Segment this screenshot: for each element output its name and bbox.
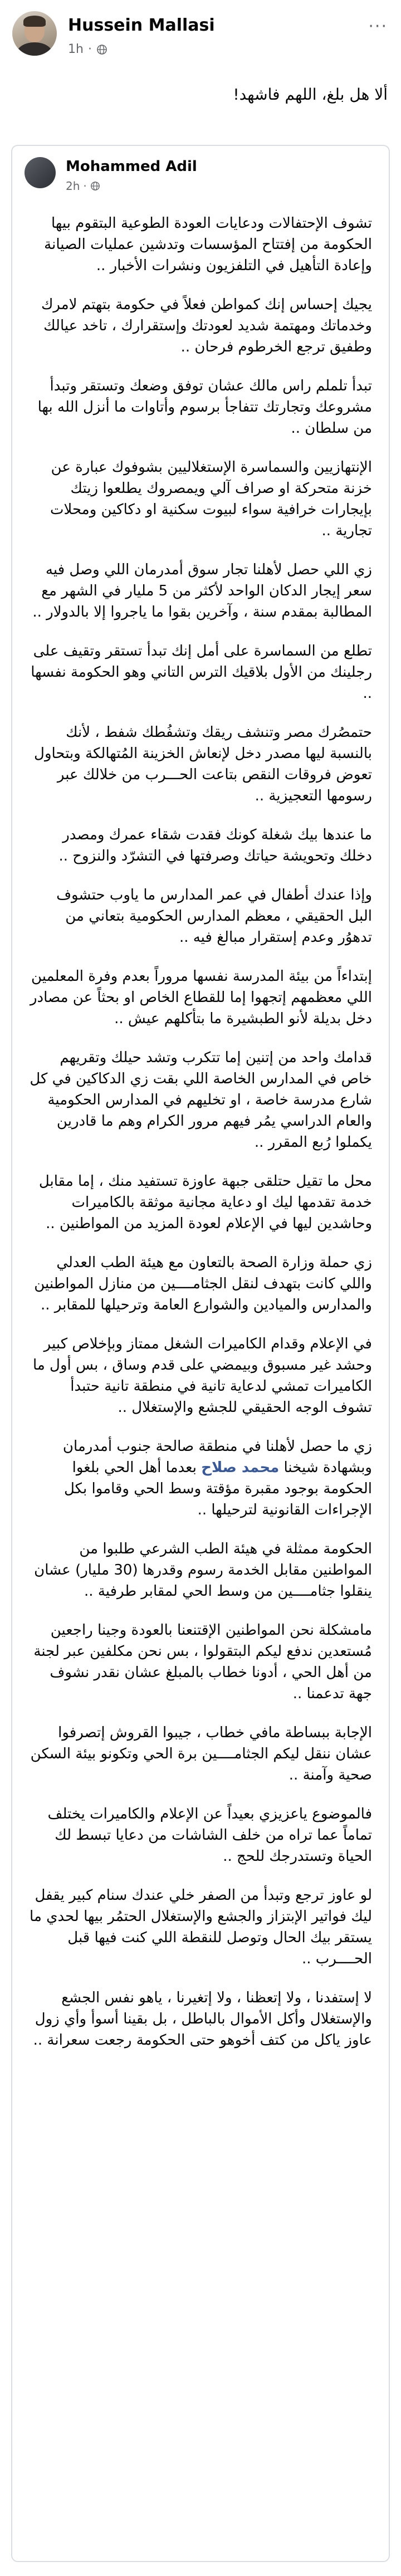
shared-author-avatar[interactable] — [25, 157, 56, 188]
paragraph: وإذا عندك أطفال في عمر المدارس ما ياوب حتشوف البل الحقيقي ، معظم المدارس الحكومية بتعاني من تدهوُر وعدم إستقرار مبالغ فيه .. — [56, 887, 372, 946]
shared-meta-dot: · — [83, 179, 87, 193]
paragraph: حتمصُرك مصر وتنشف ريقك وتشفُطك شفط ، لأنك بالنسبة ليها مصدر دخل لإنعاش الخزينة المُتهالكة وبتحاول تعوض فروقات النقص بتاعت الحـــرب من خلالك عبر رسومها التعجيزية .. — [34, 724, 372, 804]
paragraph-text: زي ما حصل لأهلنا في منطقة صالحة جنوب أمدرمان وبشهادة شيخنا — [62, 1438, 372, 1476]
shared-post-card[interactable] — [11, 145, 390, 2562]
paragraph: تطلع من السماسرة على أمل إنك تبدأ تستقر وتقيف على رجلينك من الأول بلاقيك الترس التاني وهو الحكومة نفسها .. — [31, 643, 372, 702]
mention-link[interactable]: محمد صلاح — [201, 1459, 280, 1476]
paragraph-text: بعدما أهل الحي بلغوا الحكومة بوجود مقبرة مؤقتة وسط الحي وقاموا بكل الإجراءات القانونية لترحيلها .. — [63, 1459, 372, 1518]
shared-post-body — [29, 213, 372, 2069]
paragraph: محل ما تقيل حتلقى جبهة عاوزة تستفيد منك ، إما مقابل خدمة تقدمها ليك او دعاية مجانية موثقة بالكاميرات وحاشدين ليها في الإعلام لعودة المزيد من المواطنين .. — [38, 1173, 372, 1232]
paragraph: الإنتهازيين والسماسرة الإستغلاليين بشوفوك عبارة عن خزنة متحركة او صراف آلي ويمصروك يطلعوا زيتك بإيجارات خرافية سواء لبيوت سكنية او دكاكين ومحلات تجارية .. — [50, 459, 372, 539]
shared-author-name[interactable]: Mohammed Adil — [66, 158, 197, 175]
shared-post-meta — [66, 179, 100, 193]
post-text: ألا هل بلغ، اللهم فاشهد! — [233, 85, 388, 104]
paragraph-with-mention — [29, 1436, 372, 1521]
paragraph: يجيك إحساس إنك كمواطن فعلاً في حكومة بتهتم لامرك وخدماتك ومهتمة شديد لعودتك وإستقرارك ، تاخد عيالك وطفيق ترجع الخرطوم فرحان .. — [41, 296, 372, 355]
post-meta — [68, 42, 107, 56]
paragraph: فالموضوع ياعزيزي بعيداً عن الإعلام والكاميرات يختلف تماماً عما تراه من خلف الشاشات من دعايا تبسط لك الحياة وتستدرجك للحج .. — [47, 1806, 372, 1865]
paragraph: قدامك واحد من إتنين إما تتكرب وتشد حيلك وتقريهم خاص في المدارس الخاصة اللي بقت زي الدكاكين في كل شارع مدرسة خاصة ، او تخليهم في المدارس الحكومية والعام الدراسي يمُر فيهم مرور الكرام وهم ما قادرين يكملوا رُبع المقرر .. — [30, 1049, 372, 1151]
post-header — [0, 0, 401, 72]
globe-icon — [90, 181, 100, 191]
paragraph: ما عندها بيك شغلة كونك فقدت شقاء عمرك ومصدر دخلك وتحويشة حياتك وصرفتها في التشرّد والنزوح .. — [58, 827, 372, 864]
paragraph: إبتداءاً من بيئة المدرسة نفسها مروراً بعدم وفرة المعلمين اللي معظمهم إتجهوا إما للقطاع الخاص او بحثاً عن مصادر دخل بديلة لأنو الطبشيرة ما بتأكلهم عيش .. — [30, 968, 372, 1027]
paragraph: تبدأ تلملم راس مالك عشان توفق وضعك وتستقر وتبدأ مشروعك وتجارتك تتفاجأ برسوم وأتاوات ما أنزل الله بها من سلطان .. — [37, 378, 372, 437]
paragraph: تشوف الإحتفالات ودعايات العودة الطوعية البتقوم بيها الحكومة من إفتتاح المؤسسات وتدشين عمليات الصيانة وإعادة التأهيل في التلفزيون ونشرات الأخبار .. — [44, 215, 372, 274]
paragraph: مامشكلة نحن المواطنين الإقتنعنا بالعودة وجينا راجعين مُستعدين ندفع ليكم البتقولوا ، بس نحن مكلفين عبر لجنة من أهل الحي ، أدونا خطاب بالمبلغ عشان نقدر نشوف جهة تدعمنا .. — [33, 1622, 372, 1702]
paragraph: الإجابة ببساطة مافي خطاب ، جيبوا القروش إتصرفوا عشان ننقل ليكم الجثامــــين برة الحي وتكونو بيئة السكن صحية وآمنة .. — [30, 1724, 372, 1783]
paragraph: زي اللي حصل لأهلنا تجار سوق أمدرمان اللي وصل فيه سعر إيجار الدكان الواحد لأكثر من 5 مليار في الشهر مع المطالبة بمقدم سنة ، وآخرين بقوا ما ياجروا إلا بالدولار .. — [32, 561, 372, 620]
paragraph: في الإعلام وقدام الكاميرات الشغل ممتاز وبإخلاص كبير وحشد غير مسبوق وبيمضي على قدم وساق ، بس أول ما الكاميرات تمشي لدعاية تانية في منطقة تانية حتبدأ تشوف الوجه الحقيقي للجشع والإستغلال .. — [32, 1336, 372, 1416]
paragraph: لو عاوز ترجع وتبدأ من الصفر خلي عندك سنام كبير يقفل ليك فواتير الإبتزاز والجشع والإستغلال الحتمُر بيها لحدي ما يستقر بيك الحال وتوصل للنقطة اللي كنت فيها قبل الحــــرب .. — [30, 1887, 372, 1967]
more-options-icon[interactable]: ··· — [368, 17, 388, 36]
author-avatar[interactable] — [12, 11, 57, 56]
globe-icon — [96, 44, 107, 55]
post-time[interactable]: 1h — [68, 42, 84, 56]
paragraph: زي حملة وزارة الصحة بالتعاون مع هيئة الطب العدلي واللي كانت بتهدف لنقل الجثامــــين من منازل المواطنين والمدارس والميادين والشوارع العامة وترحيلها للمقابر .. — [34, 1254, 372, 1313]
paragraph: لا إستفدنا ، ولا إتعظنا ، ولا إتغيرنا ، ياهو نفس الجشع والإستغلال وأكل الأموال بالباطل ، بل بقينا أسوأ وأي زول عاوز ياكل من كتف أخوهو حتى الحكومة رجعت سعرانة .. — [33, 1990, 372, 2049]
meta-dot: · — [87, 42, 92, 56]
author-name[interactable]: Hussein Mallasi — [68, 16, 215, 35]
paragraph: الحكومة ممثلة في هيئة الطب الشرعي طلبوا من المواطنين مقابل الخدمة رسوم وقدرها (30 مليار) عشان ينقلوا جثامــــين من وسط الحي لمقابر طرفية .. — [34, 1541, 372, 1600]
shared-post-time[interactable]: 2h — [66, 179, 80, 193]
